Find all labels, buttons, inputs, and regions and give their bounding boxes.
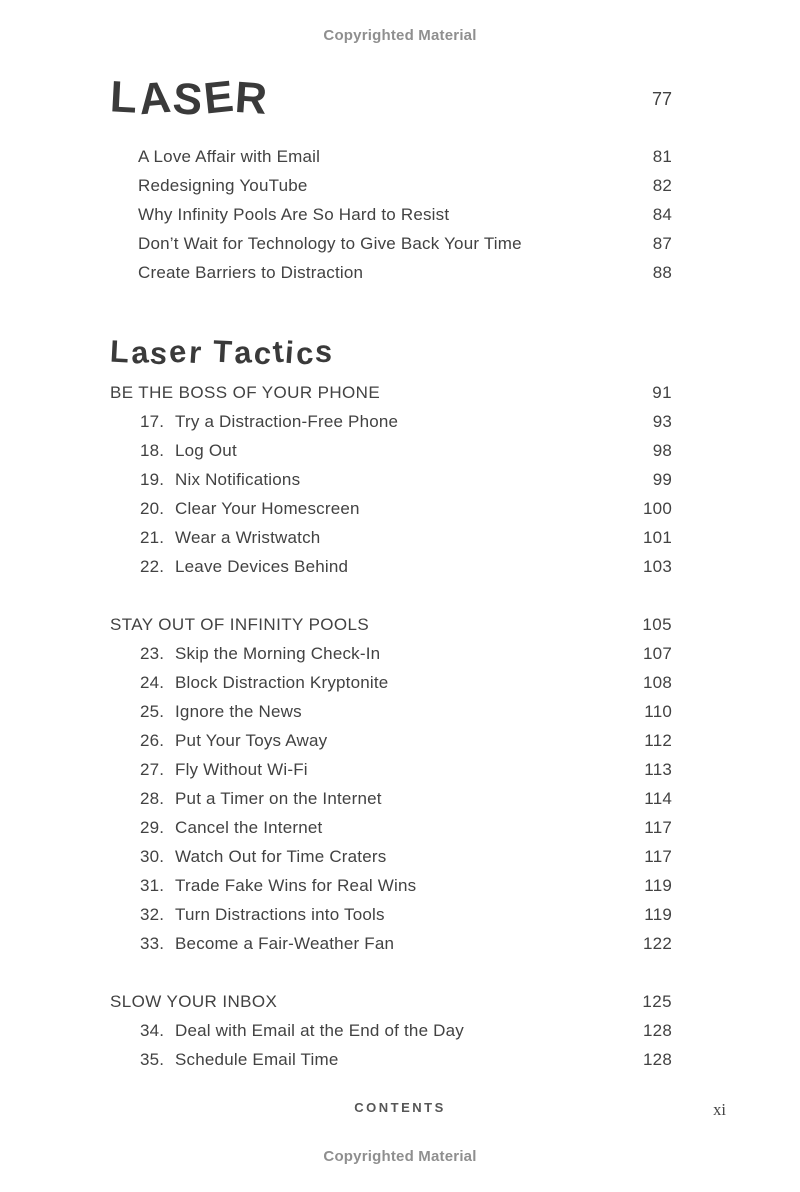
item-page: 101 bbox=[643, 527, 672, 547]
item-label: Try a Distraction-Free Phone bbox=[175, 411, 399, 431]
toc-entry bbox=[110, 142, 672, 171]
entry-page: 82 bbox=[652, 175, 672, 195]
item-page: 108 bbox=[643, 672, 672, 692]
entry-page: 88 bbox=[652, 262, 672, 282]
running-head-contents: CONTENTS bbox=[354, 1100, 446, 1115]
entry-label: A Love Affair with Email bbox=[138, 146, 321, 166]
item-number: 29. bbox=[140, 817, 165, 837]
item-number: 30. bbox=[140, 846, 165, 866]
folio-page-number: xi bbox=[713, 1100, 726, 1119]
entry-page: 81 bbox=[652, 146, 672, 166]
item-page: 114 bbox=[644, 788, 672, 808]
toc-item bbox=[110, 494, 672, 523]
item-page: 100 bbox=[643, 498, 672, 518]
item-label: Wear a Wristwatch bbox=[175, 527, 321, 547]
toc-entry bbox=[110, 200, 672, 229]
tactics-section-title: L a s e r T a c t i c s bbox=[109, 333, 336, 372]
item-label: Watch Out for Time Craters bbox=[175, 846, 387, 866]
item-page: 117 bbox=[644, 817, 672, 837]
item-page: 119 bbox=[644, 904, 672, 924]
item-number: 32. bbox=[140, 904, 165, 924]
item-number: 17. bbox=[140, 411, 165, 431]
item-label: Ignore the News bbox=[175, 701, 302, 721]
item-label: Deal with Email at the End of the Day bbox=[175, 1020, 464, 1040]
item-page: 119 bbox=[644, 875, 672, 895]
item-label: Block Distraction Kryptonite bbox=[175, 672, 389, 692]
toc-item bbox=[110, 552, 672, 581]
item-label: Leave Devices Behind bbox=[175, 556, 349, 576]
item-number: 20. bbox=[140, 498, 165, 518]
item-number: 18. bbox=[140, 440, 165, 460]
item-label: Nix Notifications bbox=[175, 469, 301, 489]
item-page: 103 bbox=[643, 556, 672, 576]
item-page: 93 bbox=[652, 411, 672, 431]
item-number: 34. bbox=[140, 1020, 165, 1040]
toc-item bbox=[110, 407, 672, 436]
chapter-title: LASER bbox=[108, 71, 271, 126]
item-number: 26. bbox=[140, 730, 165, 750]
section-heading-row bbox=[110, 610, 672, 639]
item-label: Cancel the Internet bbox=[175, 817, 323, 837]
item-page: 107 bbox=[643, 643, 672, 663]
toc-section bbox=[110, 987, 672, 1074]
toc-item bbox=[110, 784, 672, 813]
copyright-notice-bottom: Copyrighted Material bbox=[323, 1148, 477, 1165]
toc-item bbox=[110, 1045, 672, 1074]
contents-body bbox=[110, 0, 672, 1074]
entry-page: 84 bbox=[652, 204, 672, 224]
toc-entry bbox=[110, 229, 672, 258]
toc-item bbox=[110, 929, 672, 958]
item-page: 122 bbox=[643, 933, 672, 953]
toc-item bbox=[110, 697, 672, 726]
item-label: Trade Fake Wins for Real Wins bbox=[175, 875, 417, 895]
toc-item bbox=[110, 523, 672, 552]
toc-item bbox=[110, 668, 672, 697]
item-label: Fly Without Wi-Fi bbox=[175, 759, 308, 779]
toc-item bbox=[110, 755, 672, 784]
entry-label: Don’t Wait for Technology to Give Back Your Time bbox=[138, 233, 522, 253]
item-page: 117 bbox=[644, 846, 672, 866]
item-page: 128 bbox=[643, 1020, 672, 1040]
chapter-page-number: 77 bbox=[651, 88, 672, 109]
toc-item bbox=[110, 436, 672, 465]
item-number: 21. bbox=[140, 527, 165, 547]
toc-item bbox=[110, 639, 672, 668]
section-heading-row bbox=[110, 987, 672, 1016]
item-number: 25. bbox=[140, 701, 165, 721]
chapter-header bbox=[110, 70, 672, 128]
item-number: 33. bbox=[140, 933, 165, 953]
item-label: Put a Timer on the Internet bbox=[175, 788, 382, 808]
item-label: Become a Fair-Weather Fan bbox=[175, 933, 395, 953]
item-label: Turn Distractions into Tools bbox=[175, 904, 385, 924]
entry-page: 87 bbox=[652, 233, 672, 253]
item-page: 112 bbox=[644, 730, 672, 750]
item-page: 113 bbox=[644, 759, 672, 779]
toc-section bbox=[110, 610, 672, 958]
toc-entry bbox=[110, 171, 672, 200]
toc-item bbox=[110, 726, 672, 755]
toc-section bbox=[110, 378, 672, 581]
toc-item bbox=[110, 842, 672, 871]
copyright-notice-top: Copyrighted Material bbox=[323, 27, 477, 44]
item-number: 23. bbox=[140, 643, 165, 663]
item-number: 24. bbox=[140, 672, 165, 692]
item-number: 19. bbox=[140, 469, 165, 489]
chapter-entry-list bbox=[110, 142, 672, 287]
item-number: 28. bbox=[140, 788, 165, 808]
item-page: 98 bbox=[652, 440, 672, 460]
section-heading-row bbox=[110, 378, 672, 407]
toc-item bbox=[110, 1016, 672, 1045]
item-page: 110 bbox=[644, 701, 672, 721]
toc-item bbox=[110, 871, 672, 900]
section-heading: STAY OUT OF INFINITY POOLS bbox=[110, 614, 370, 634]
section-page: 125 bbox=[642, 991, 672, 1011]
item-number: 31. bbox=[140, 875, 165, 895]
item-page: 99 bbox=[652, 469, 672, 489]
item-label: Log Out bbox=[175, 440, 237, 460]
item-number: 22. bbox=[140, 556, 165, 576]
item-number: 27. bbox=[140, 759, 165, 779]
section-page: 105 bbox=[642, 614, 672, 634]
toc-item bbox=[110, 900, 672, 929]
section-heading: BE THE BOSS OF YOUR PHONE bbox=[110, 382, 381, 402]
section-page: 91 bbox=[652, 382, 672, 402]
section-heading: SLOW YOUR INBOX bbox=[110, 991, 278, 1011]
item-label: Put Your Toys Away bbox=[175, 730, 328, 750]
entry-label: Redesigning YouTube bbox=[138, 175, 308, 195]
toc-entry bbox=[110, 258, 672, 287]
entry-label: Why Infinity Pools Are So Hard to Resist bbox=[138, 204, 450, 224]
item-number: 35. bbox=[140, 1049, 165, 1069]
item-page: 128 bbox=[643, 1049, 672, 1069]
toc-item bbox=[110, 465, 672, 494]
item-label: Clear Your Homescreen bbox=[175, 498, 360, 518]
entry-label: Create Barriers to Distraction bbox=[138, 262, 364, 282]
toc-item bbox=[110, 813, 672, 842]
item-label: Schedule Email Time bbox=[175, 1049, 339, 1069]
item-label: Skip the Morning Check-In bbox=[175, 643, 381, 663]
